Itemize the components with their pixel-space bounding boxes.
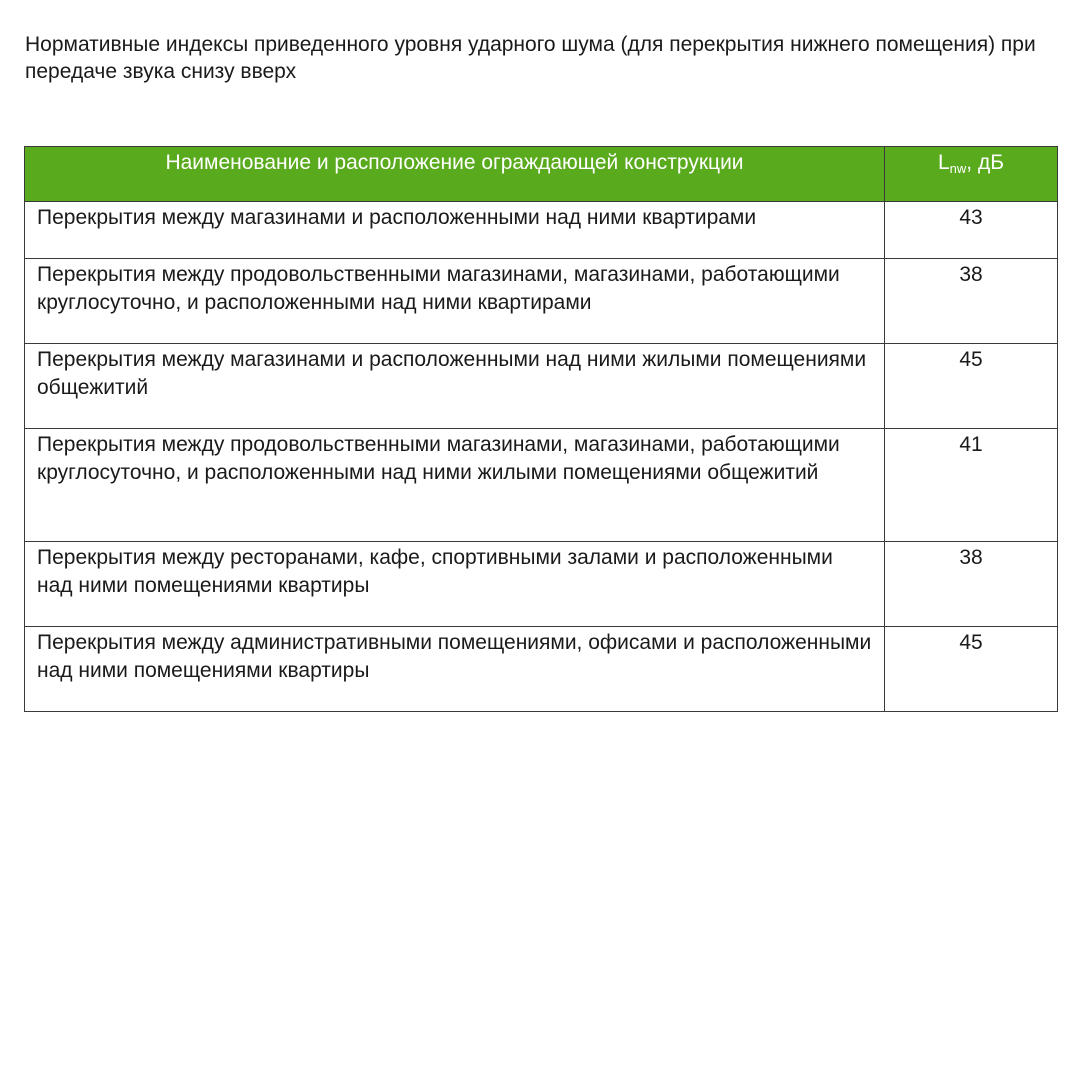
row-value: 45	[885, 344, 1058, 429]
row-description: Перекрытия между ресторанами, кафе, спортивными залами и расположенными над ними помещениями квартиры	[25, 542, 885, 627]
norms-table	[24, 146, 1058, 712]
row-value: 38	[885, 259, 1058, 344]
table-row	[25, 202, 1058, 259]
row-description: Перекрытия между магазинами и расположенными над ними жилыми помещениями общежитий	[25, 344, 885, 429]
table-row	[25, 259, 1058, 344]
row-value: 45	[885, 627, 1058, 712]
row-value: 41	[885, 429, 1058, 542]
row-description: Перекрытия между административными помещениями, офисами и расположенными над ними помещениями квартиры	[25, 627, 885, 712]
table-header-row	[25, 147, 1058, 202]
column-header-value	[885, 147, 1058, 202]
table-row	[25, 429, 1058, 542]
row-value: 38	[885, 542, 1058, 627]
column-header-unit: , дБ	[966, 151, 1005, 174]
column-header-subscript: nw	[949, 161, 967, 176]
row-value: 43	[885, 202, 1058, 259]
table-row	[25, 344, 1058, 429]
table-row	[25, 542, 1058, 627]
row-description: Перекрытия между продовольственными магазинами, магазинами, работающими круглосуточно, и расположенными над ними квартирами	[25, 259, 885, 344]
row-description: Перекрытия между продовольственными магазинами, магазинами, работающими круглосуточно, и расположенными над ними жилыми помещениями общежитий	[25, 429, 885, 542]
column-header-symbol: L	[937, 151, 950, 174]
table-row	[25, 627, 1058, 712]
page-title: Нормативные индексы приведенного уровня ударного шума (для перекрытия нижнего помещения) при передаче звука снизу вверх	[25, 33, 1036, 83]
column-header-name: Наименование и расположение ограждающей конструкции	[25, 147, 885, 202]
row-description: Перекрытия между магазинами и расположенными над ними квартирами	[25, 202, 885, 259]
